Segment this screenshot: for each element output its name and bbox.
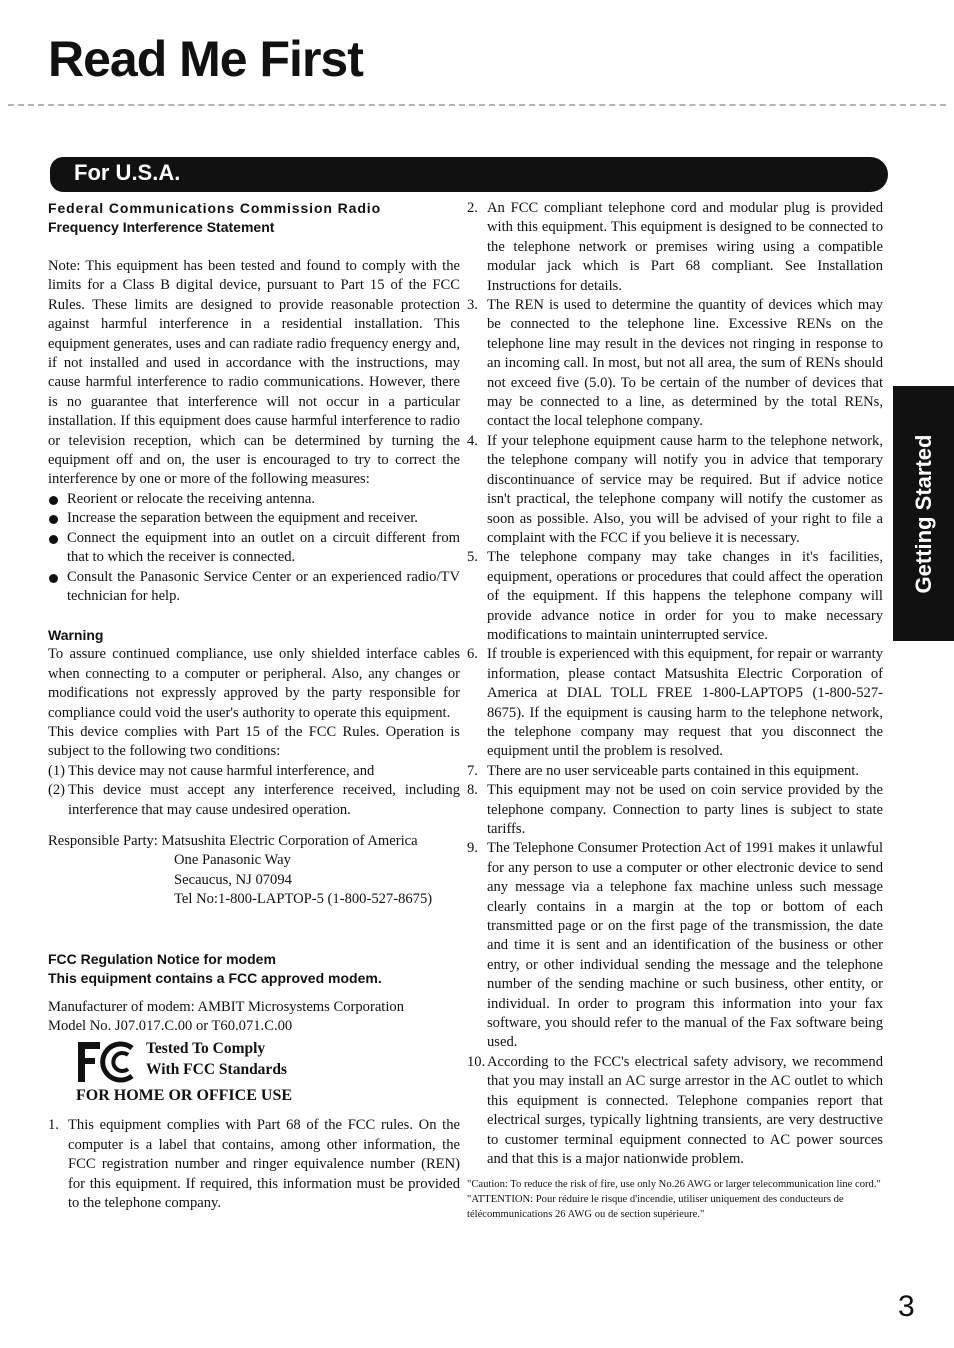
condition-label: (2) xyxy=(48,782,66,799)
list-item xyxy=(467,548,883,645)
list-item: Connect the equipment into an outlet on a circuit different from that to which the receiver is connected. xyxy=(48,529,460,568)
list-item: Increase the separation between the equipment and receiver. xyxy=(48,509,460,528)
list-item xyxy=(467,432,883,548)
list-item xyxy=(467,781,883,839)
list-item xyxy=(467,762,883,781)
modem-model: Model No. J07.017.C.00 or T60.071.C.00 xyxy=(48,1018,293,1034)
part15-text: This device complies with Part 15 of the FCC Rules. Operation is subject to the following two conditions: xyxy=(48,723,460,760)
list-item xyxy=(467,1053,883,1169)
item-number: 4. xyxy=(467,432,478,449)
measures-list xyxy=(48,490,460,606)
fcc-heading-line2: Frequency Interference Statement xyxy=(48,219,275,235)
title-divider xyxy=(8,104,946,106)
list-item: Reorient or relocate the receiving antenna. xyxy=(48,490,460,509)
list-item xyxy=(467,839,883,1052)
home-office-use: FOR HOME OR OFFICE USE xyxy=(76,1087,293,1105)
item-text: The REN is used to determine the quantity of devices which may be connected to the telephone line. Excessive RENs on the telephone line may result in the devices not ringing in response to an incoming call. In most, but not all area, the sum of RENs should not exceed five (5.0). To be certain of the number of devices that may be connected to a line, as determined by the total RENs, contact the local telephone company. xyxy=(487,297,883,430)
item-number: 2. xyxy=(467,200,478,216)
modem-heading-line2: This equipment contains a FCC approved modem. xyxy=(48,969,382,986)
item-number: 3. xyxy=(467,297,478,314)
page-title: Read Me First xyxy=(48,31,363,87)
item-text: If your telephone equipment cause harm to the telephone network, the telephone company will notify you in advice that temporary discontinuance of service may be required. But if advice notice isn't practical, the telephone company will notify the customer as soon as possible. Also, you will be advised of your right to file a complaint with the FCC if you believe it is necessary. xyxy=(487,432,883,546)
tested-line2: With FCC Standards xyxy=(146,1061,287,1079)
list-item xyxy=(48,1116,460,1213)
item-number: 9. xyxy=(467,840,478,857)
tested-line1: Tested To Comply xyxy=(146,1040,266,1058)
side-tab-label: Getting Started xyxy=(910,434,936,593)
caution-english: "Caution: To reduce the risk of fire, use only No.26 AWG or larger telecommunication line cord." xyxy=(467,1179,881,1191)
condition-item xyxy=(48,762,460,781)
page-number: 3 xyxy=(898,1290,915,1323)
item-text: The Telephone Consumer Protection Act of 1991 makes it unlawful for any person to use a computer or other electronic device to send any message via a telephone fax machine unless such message clearly contains in a margin at the top or bottom of each transmitted page or on the first page of the transmission, the date and time it is sent and an identification of the business or other entry, or other individual sending the message and the telephone number of the sending machine or such business, other entity, or individual. In order to program this information into your fax software, you should refer to the manual of the Fax software being used. xyxy=(487,840,883,1051)
item-number: 1. xyxy=(48,1117,59,1134)
modem-heading-line1: FCC Regulation Notice for modem xyxy=(48,950,276,967)
item-text: If trouble is experienced with this equipment, for repair or warranty information, please contact Matsushita Electric Corporation of America at DIAL TOLL FREE 1-800-LAPTOP5 (1-800-527-8675). If the equipment is causing harm to the telephone network, the telephone company may request that you disconnect the equipment until the problem is resolved. xyxy=(487,646,883,760)
section-banner-label: For U.S.A. xyxy=(74,160,181,185)
address-line: Tel No:1-800-LAPTOP-5 (1-800-527-8675) xyxy=(174,891,433,908)
fcc-note: Note: This equipment has been tested and found to comply with the limits for a Class B digital device, pursuant to Part 15 of the FCC Rules. These limits are designed to provide reasonable protection against harmful interference in a residential installation. This equipment generates, uses and can radiate radio frequency energy and, if not installed and used in accordance with the instructions, may cause harmful interference to radio communications. However, there is no guarantee that interference will not occur in a particular installation. If this equipment does cause harmful interference to radio or television reception, which can be determined by turning the equipment off and on, the user is encouraged to try to correct the interference by one or more of the following measures: xyxy=(48,258,460,488)
left-column xyxy=(48,199,460,1213)
list-item: Consult the Panasonic Service Center or an experienced radio/TV technician for help. xyxy=(48,568,460,607)
fcc-heading-line1: Federal Communications Commission Radio xyxy=(48,200,382,216)
side-tab xyxy=(893,386,954,641)
fcc-logo-icon xyxy=(76,1038,138,1086)
address-line: Secaucus, NJ 07094 xyxy=(174,871,292,888)
fcc-compliance-mark xyxy=(48,1038,460,1086)
right-column xyxy=(467,199,883,1222)
item-number: 6. xyxy=(467,646,478,663)
item-number: 10. xyxy=(467,1053,486,1070)
item-number: 5. xyxy=(467,549,478,566)
condition-item xyxy=(48,781,460,820)
warning-text: To assure continued compliance, use only shielded interface cables when connecting to a computer or peripheral. Also, any changes or modifications not expressly approved by the party responsible for compliance could void the user's authority to operate this equipment. xyxy=(48,646,460,721)
warning-heading: Warning xyxy=(48,627,104,644)
condition-label: (1) xyxy=(48,762,66,779)
item-number: 7. xyxy=(467,762,478,779)
section-banner xyxy=(50,157,888,192)
item-text: There are no user serviceable parts contained in this equipment. xyxy=(487,762,859,779)
item-text: According to the FCC's electrical safety advisory, we recommend that you may install an AC surge arrestor in the AC outlet to which this equipment is connected. Telephone companies report that electrical surges, typically lightning transients, are very destructive to customer terminal equipment connected to AC power sources and that this is a major nationwide problem. xyxy=(487,1053,883,1167)
list-item xyxy=(467,199,883,296)
caution-french: "ATTENTION: Pour réduire le risque d'incendie, utiliser uniquement des conducteurs de télécommunications 26 AWG ou de section supérieure." xyxy=(467,1194,844,1221)
responsible-party: Responsible Party: Matsushita Electric Corporation of America xyxy=(48,832,418,849)
item-text: This equipment may not be used on coin service provided by the telephone company. Connection to party lines is subject to state tariffs. xyxy=(487,782,883,837)
modem-manufacturer: Manufacturer of modem: AMBIT Microsystems Corporation xyxy=(48,998,405,1015)
modem-notice-list-continued xyxy=(467,199,883,1169)
item-text: An FCC compliant telephone cord and modular plug is provided with this equipment. This equipment is designed to be connected to the telephone network or premises wiring using a compatible modular jack which is Part 68 compliant. See Installation Instructions for details. xyxy=(487,200,883,294)
condition-text: This device may not cause harmful interference, and xyxy=(68,762,375,779)
condition-text: This device must accept any interference received, including interference that may cause undesired operation. xyxy=(68,782,460,818)
item-text: This equipment complies with Part 68 of the FCC rules. On the computer is a label that contains, among other information, the FCC registration number and ringer equivalence number (REN) for this equipment. If required, this information must be provided to the telephone company. xyxy=(68,1117,460,1212)
item-number: 8. xyxy=(467,782,478,799)
list-item xyxy=(467,645,883,761)
modem-notice-list xyxy=(48,1116,460,1213)
list-item xyxy=(467,296,883,432)
item-text: The telephone company may take changes in it's facilities, equipment, operations or procedures that could affect the operation of the equipment. If this happens the telephone company will provide advance notice in order for you to make necessary modifications to maintain uninterrupted service. xyxy=(487,549,883,643)
address-line: One Panasonic Way xyxy=(174,852,291,869)
